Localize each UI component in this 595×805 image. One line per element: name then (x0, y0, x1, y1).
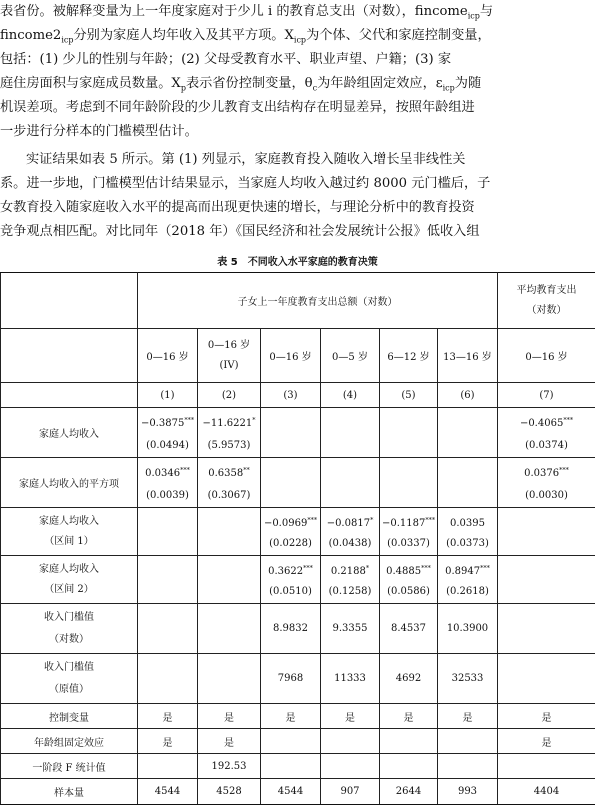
row-label: 家庭人均收入 (1, 408, 138, 458)
row-label-text: （区间 2） (3, 580, 135, 600)
coef: −0.4065 (520, 418, 563, 429)
std-error: (0.3067) (200, 485, 258, 507)
std-error: (0.0373) (440, 534, 495, 554)
coef: −0.3875 (141, 418, 184, 429)
text-line: 女教育投入随家庭收入水平的提高而出现更快速的增长，与理论分析中的教育投资 (0, 196, 595, 220)
table-cell: 8.4537 (380, 604, 438, 654)
coef: −0.0817 (327, 518, 370, 529)
text-fragment: fincome2 (0, 28, 61, 43)
table-cell (498, 508, 595, 556)
text-fragment: 表省份。被解释变量为上一年度家庭对于少儿 i 的教育总支出（对数），fincome (0, 4, 468, 19)
std-error: (0.0030) (500, 485, 593, 507)
table-caption: 表 5 不同收入水平家庭的教育决策 (0, 253, 595, 268)
table-cell (498, 408, 595, 458)
table-cell (198, 508, 261, 556)
table-cell: 是 (261, 704, 321, 729)
row-label: 一阶段 F 统计值 (1, 754, 138, 779)
std-error: (0.0494) (140, 435, 195, 457)
col-number: (1) (138, 383, 198, 408)
header-group-average (498, 273, 595, 329)
table-row (1, 754, 595, 779)
row-label-text: 收入门槛值 (3, 607, 135, 629)
table-cell (380, 729, 438, 754)
coef: 0.3622 (268, 566, 303, 577)
coef: 0.6358 (208, 468, 243, 479)
col-number: (4) (321, 383, 380, 408)
paragraph-results (0, 148, 595, 244)
text-fragment: 为年龄组固定效应，ε (317, 76, 443, 91)
sig-stars: * (370, 516, 373, 524)
table-cell (380, 458, 438, 508)
std-error: (0.0374) (500, 435, 593, 457)
table-cell: 8.9832 (261, 604, 321, 654)
row-label (1, 556, 138, 604)
table-cell (138, 508, 198, 556)
col-age: 0—5 岁 (321, 329, 380, 383)
col-number: (5) (380, 383, 438, 408)
sig-stars: *** (184, 416, 194, 424)
table-cell: 4544 (261, 779, 321, 805)
table-cell: 10.3900 (438, 604, 498, 654)
table-cell (198, 458, 261, 508)
coef: 0.0376 (524, 468, 559, 479)
table-cell (198, 604, 261, 654)
table-cell (438, 508, 498, 556)
text-line: 包括：(1) 少儿的性别与年龄；(2) 父母受教育水平、职业声望、户籍；(3) 家 (0, 48, 595, 72)
table-cell: 是 (138, 729, 198, 754)
table-cell (321, 508, 380, 556)
table-cell (321, 754, 380, 779)
table-cell (321, 729, 380, 754)
table-cell: 9.3355 (321, 604, 380, 654)
table-cell: 是 (380, 704, 438, 729)
sig-stars: *** (559, 466, 569, 474)
table-cell (138, 408, 198, 458)
table-cell (321, 556, 380, 604)
sig-stars: * (366, 564, 369, 572)
std-error: (0.1258) (323, 582, 377, 602)
table-cell (438, 408, 498, 458)
table-cell (138, 458, 198, 508)
coef: 0.4885 (386, 566, 421, 577)
header-text: （对数） (500, 301, 593, 321)
table-cell: 是 (138, 704, 198, 729)
row-label-text: （对数） (3, 629, 135, 651)
sig-stars: * (252, 416, 255, 424)
paragraph-model (0, 0, 595, 144)
table-cell (498, 458, 595, 508)
sig-stars: ** (243, 466, 250, 474)
coef: 0.0395 (450, 518, 485, 529)
table-cell (498, 604, 595, 654)
table-cell: 4528 (198, 779, 261, 805)
table-cell (498, 654, 595, 704)
table-cell (138, 556, 198, 604)
coef: 0.2188 (331, 566, 366, 577)
table-cell (261, 754, 321, 779)
table-cell (438, 729, 498, 754)
col-age: 0—16 岁 (498, 329, 595, 383)
table-cell (1, 329, 138, 383)
subscript: icp (294, 36, 306, 45)
col-age: 0—16 岁 (261, 329, 321, 383)
col-number: (6) (438, 383, 498, 408)
table-cell (198, 556, 261, 604)
table-cell: 是 (438, 704, 498, 729)
std-error: (0.0228) (263, 534, 318, 554)
table-cell (138, 754, 198, 779)
table-cell: 是 (198, 729, 261, 754)
table-cell (380, 408, 438, 458)
table-cell: 是 (321, 704, 380, 729)
text-fragment: 庭住房面积与家庭成员数量。X (0, 76, 181, 91)
table-row (1, 779, 595, 805)
table-cell: 2644 (380, 779, 438, 805)
sig-stars: *** (303, 564, 313, 572)
table-cell: 4692 (380, 654, 438, 704)
table-cell: 是 (498, 729, 595, 754)
table-cell (498, 556, 595, 604)
table-cell (138, 604, 198, 654)
sig-stars: *** (563, 416, 573, 424)
subscript: icp (61, 36, 73, 45)
table-cell (138, 654, 198, 704)
coef: −0.1187 (382, 518, 425, 529)
table-cell (438, 556, 498, 604)
text-line: 竞争观点相匹配。对比同年（2018 年）《国民经济和社会发展统计公报》低收入组 (0, 220, 595, 244)
sig-stars: *** (480, 564, 490, 572)
table-cell (380, 508, 438, 556)
text-fragment: 为个体、父代和家庭控制变量， (306, 28, 491, 43)
table-cell (380, 556, 438, 604)
table-row (1, 508, 595, 556)
table-cell (438, 754, 498, 779)
table-row (1, 556, 595, 604)
table-cell (261, 458, 321, 508)
table-cell (261, 408, 321, 458)
table-cell (261, 508, 321, 556)
row-label-text: （区间 1） (3, 532, 135, 552)
row-label-text: 家庭人均收入 (3, 560, 135, 580)
table-cell: 993 (438, 779, 498, 805)
table-cell (261, 556, 321, 604)
text-line (0, 24, 595, 48)
text-line (0, 0, 595, 24)
subscript: icp (443, 84, 455, 93)
subscript: icp (468, 12, 480, 21)
table-row (1, 654, 595, 704)
row-label-text: （原值） (3, 679, 135, 701)
col-age: 6—12 岁 (380, 329, 438, 383)
header-blank (1, 273, 138, 329)
coef: −0.0969 (264, 518, 307, 529)
table-cell (321, 458, 380, 508)
table-row (1, 604, 595, 654)
table-colnum-row (1, 383, 595, 408)
text-line: 系。进一步地，门槛模型估计结果显示，当家庭人均收入越过约 8000 元门槛后，子 (0, 172, 595, 196)
col-number: (7) (498, 383, 595, 408)
sig-stars: *** (425, 516, 435, 524)
table-cell (498, 754, 595, 779)
coef: −11.6221 (203, 418, 253, 429)
table-cell (438, 458, 498, 508)
row-label (1, 508, 138, 556)
coef: 0.0346 (145, 468, 180, 479)
row-label (1, 654, 138, 704)
header-text: 0—16 岁 (200, 336, 258, 356)
sig-stars: *** (421, 564, 431, 572)
col-number: (2) (198, 383, 261, 408)
table-cell: 32533 (438, 654, 498, 704)
header-group-total: 子女上一年度教育支出总额（对数） (138, 273, 498, 329)
table-age-row (1, 329, 595, 383)
table-cell: 是 (498, 704, 595, 729)
text-fragment: 为随 (455, 76, 481, 91)
header-text: (IV) (200, 356, 258, 376)
row-label (1, 604, 138, 654)
row-label: 年龄组固定效应 (1, 729, 138, 754)
text-fragment: 表示省份控制变量，θ (186, 76, 313, 91)
table-cell: 7968 (261, 654, 321, 704)
table-cell: 192.53 (198, 754, 261, 779)
row-label: 控制变量 (1, 704, 138, 729)
table-row (1, 704, 595, 729)
subscript: p (181, 84, 186, 93)
col-age: 13—16 岁 (438, 329, 498, 383)
sig-stars: *** (307, 516, 317, 524)
std-error: (0.2618) (440, 582, 495, 602)
header-text: 平均教育支出 (500, 281, 593, 301)
table-cell: 907 (321, 779, 380, 805)
table-cell: 是 (198, 704, 261, 729)
row-label: 样本量 (1, 779, 138, 805)
row-label: 家庭人均收入的平方项 (1, 458, 138, 508)
col-age: 0—16 岁 (138, 329, 198, 383)
std-error: (0.0337) (382, 534, 435, 554)
col-number: (3) (261, 383, 321, 408)
table-header-row (1, 273, 595, 329)
text-fragment: 与 (480, 4, 493, 19)
subscript: c (313, 84, 317, 93)
row-label-text: 收入门槛值 (3, 657, 135, 679)
std-error: (0.0586) (382, 582, 435, 602)
table-cell (198, 654, 261, 704)
text-line: 实证结果如表 5 所示。第 (1) 列显示，家庭教育投入随收入增长呈非线性关 (0, 148, 595, 172)
row-label-text: 家庭人均收入 (3, 512, 135, 532)
text-fragment: 分别为家庭人均年收入及其平方项。X (74, 28, 294, 43)
text-line (0, 72, 595, 96)
table-cell (321, 408, 380, 458)
table-cell: 4404 (498, 779, 595, 805)
table-cell: 11333 (321, 654, 380, 704)
std-error: (0.0438) (323, 534, 377, 554)
col-age (198, 329, 261, 383)
table-cell (198, 408, 261, 458)
sig-stars: *** (180, 466, 190, 474)
table-cell (1, 383, 138, 408)
table-row (1, 729, 595, 754)
std-error: (0.0510) (263, 582, 318, 602)
std-error: (0.0039) (140, 485, 195, 507)
coef: 0.8947 (445, 566, 480, 577)
results-table (0, 272, 595, 805)
text-line: 一步进行分样本的门槛模型估计。 (0, 120, 595, 144)
table-row (1, 458, 595, 508)
table-row (1, 408, 595, 458)
table-cell (380, 754, 438, 779)
text-line: 机误差项。考虑到不同年龄阶段的少儿教育支出结构存在明显差异，按照年龄组进 (0, 96, 595, 120)
table-cell (261, 729, 321, 754)
std-error: (5.9573) (200, 435, 258, 457)
table-cell: 4544 (138, 779, 198, 805)
